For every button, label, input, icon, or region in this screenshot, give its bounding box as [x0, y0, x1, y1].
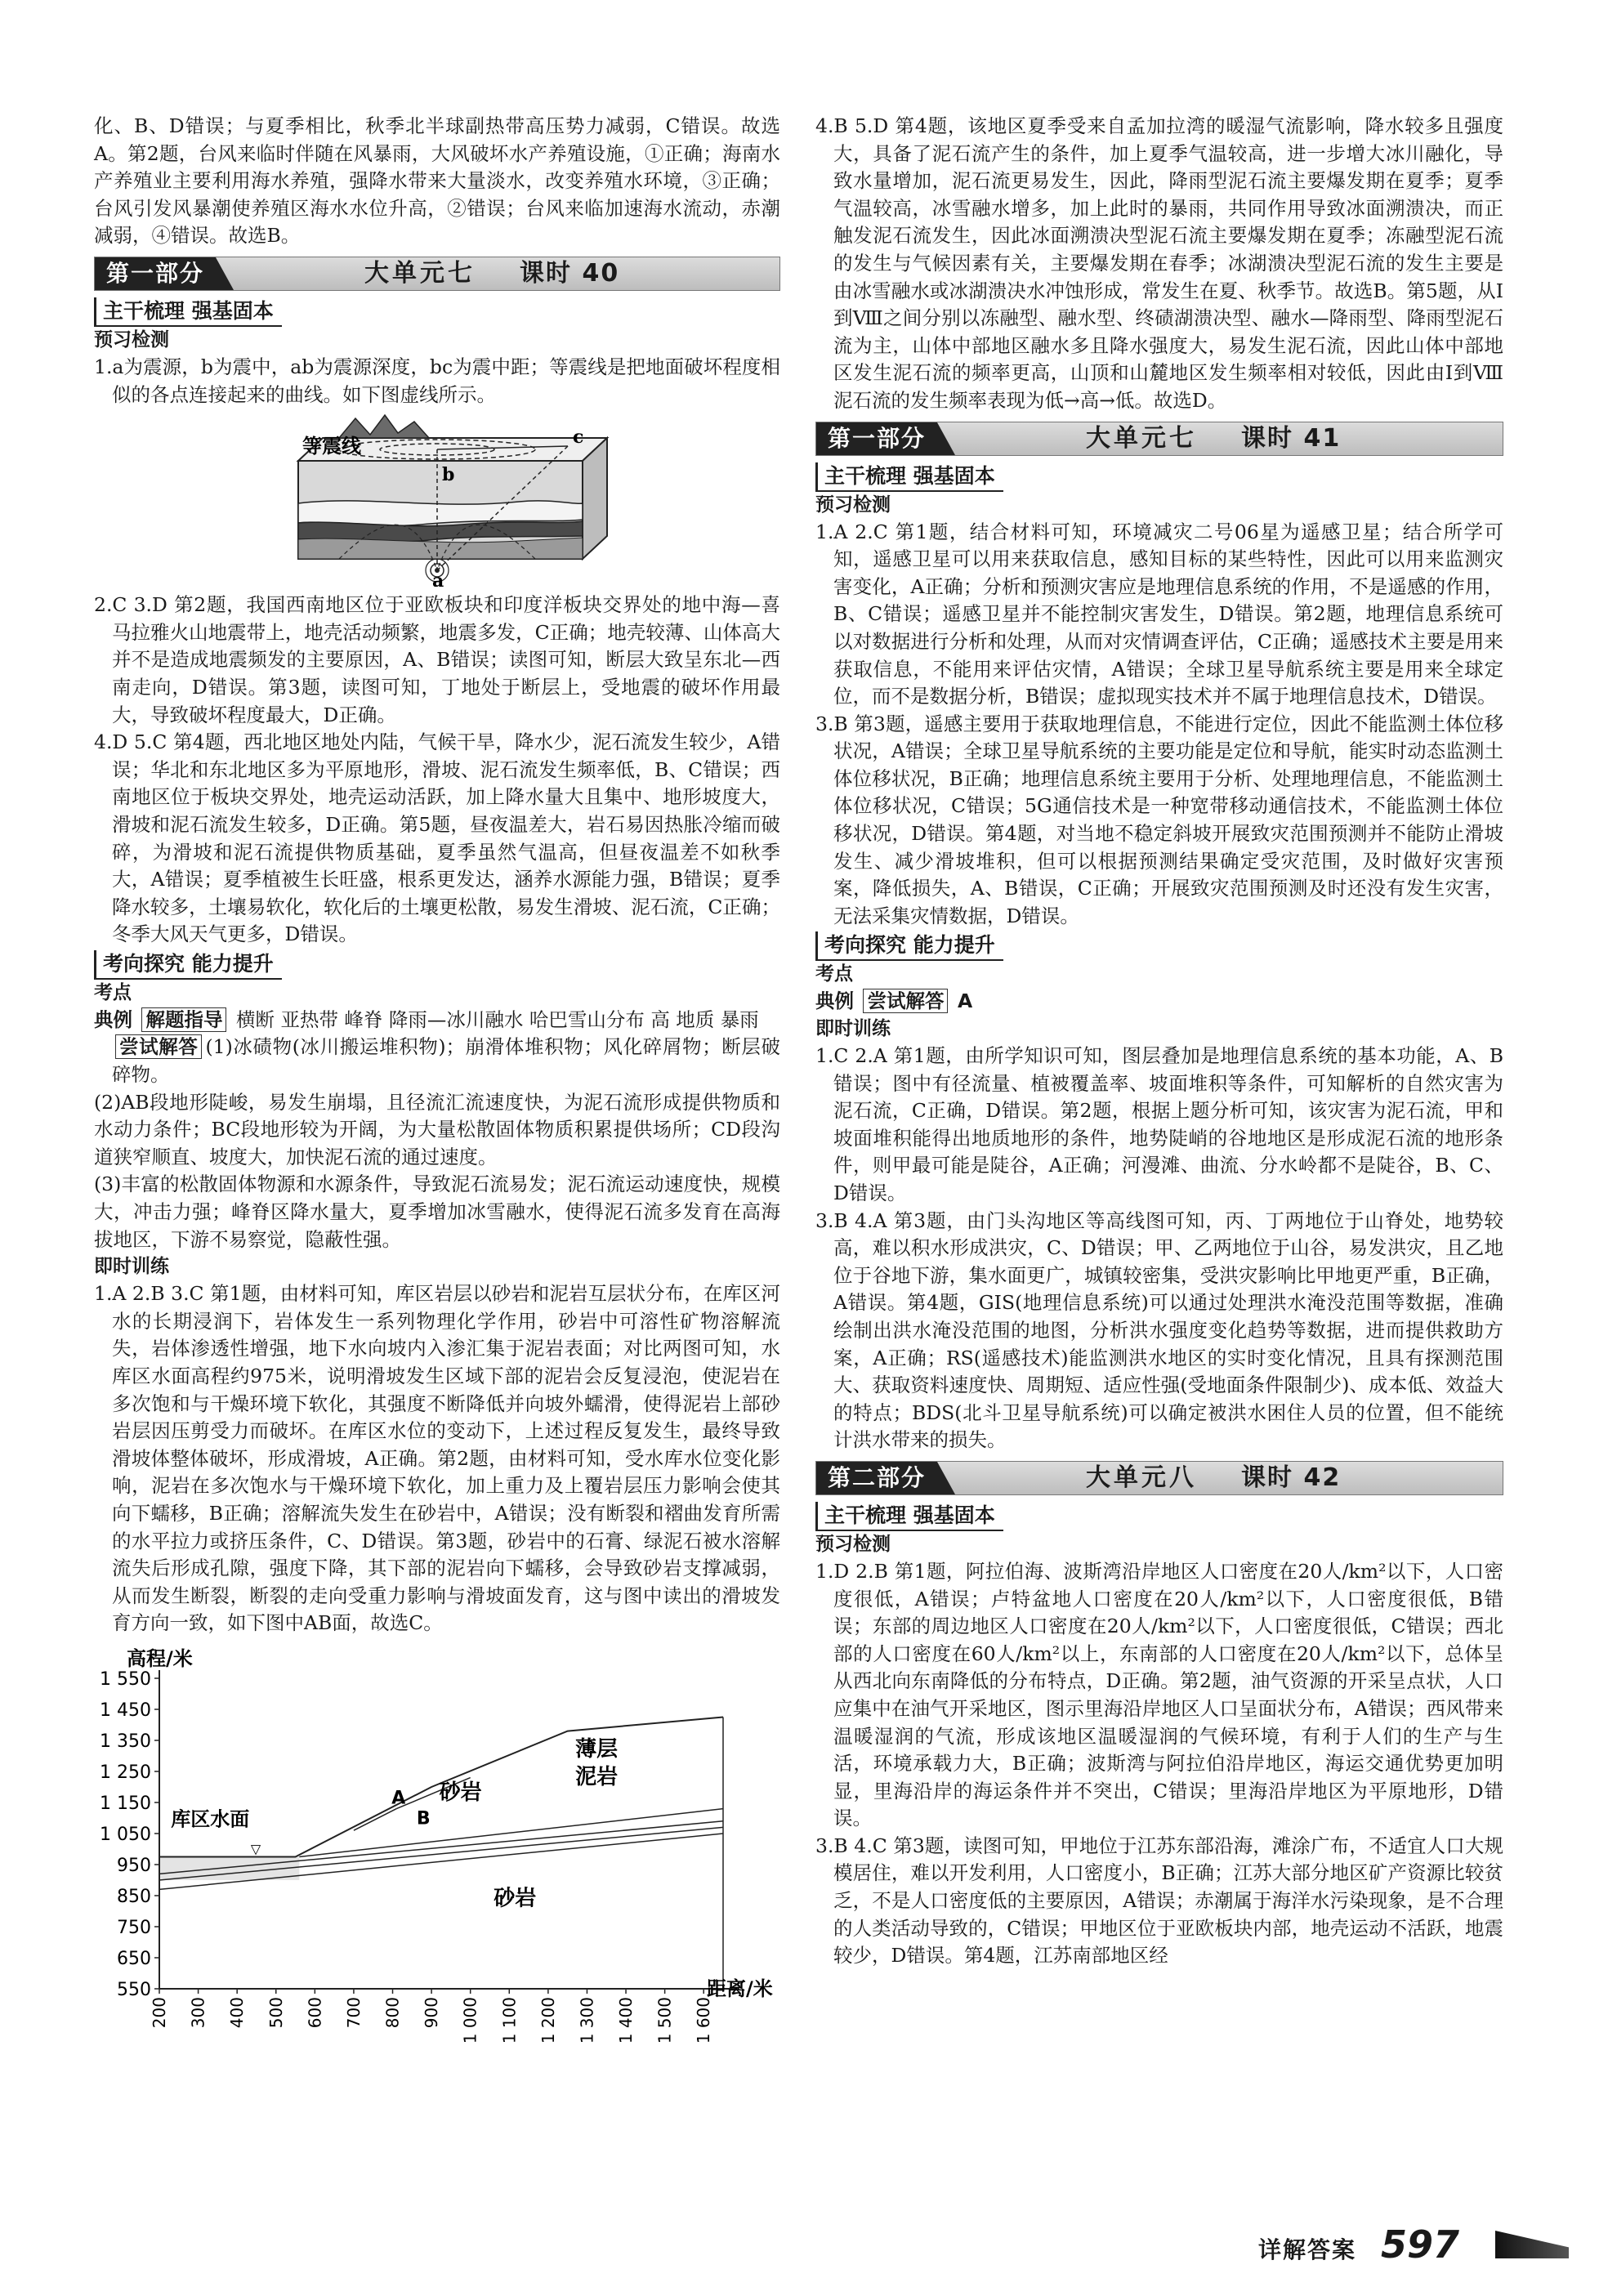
- training-answer-3-4: 3.B 4.A 第3题，由门头沟地区等高线图可知，丙、丁两地位于山脊处，地势较高，难以积水形成洪灾，C、D错误；甲、乙两地位于山谷，易发洪灾，且乙地位于谷地下游，集水面更广，城镇较密集，受洪灾影响比甲地更严重，B正确，A错误。第4题，GIS(地理信息系统)可以通过处理洪水淹没范围等数据，准确绘制出洪水淹没范围的地图，分析洪水强度变化趋势等数据，进而提供救助方案，A正确；RS(遥感技术)能监测洪水地区的实时变化情况，且具有探测范围大、获取资料速度快、周期短、适应性强(受地面条件限制少)、成本低、效益大的特点；BDS(北斗卫星导航系统)可以确定被洪水困住人员的位置，但不能统计洪水带来的损失。: [815, 1208, 1503, 1452]
- x-tick-label: 500: [266, 1996, 286, 2029]
- thin-mudstone-label: 泥岩: [575, 1765, 619, 1790]
- subsection-heading: 考点: [94, 981, 132, 1003]
- training-answer-1-2: 1.C 2.A 第1题，由所学知识可知，图层叠加是地理信息系统的基本功能，A、B错误；图中有径流量、植被覆盖率、坡面堆积等条件，可知解析的自然灾害为泥石流，C正确，D错误。第2题，根据上题分析可知，该灾害为泥石流，甲和坡面堆积能得出地质地形的条件，地势陡峭的谷地地区是形成泥石流的地形条件，则甲最可能是陡谷，A正确；河漫滩、曲流、分水岭都不是陡谷，B、C、D错误。: [815, 1044, 1503, 1204]
- subsection-heading: 即时训练: [94, 1256, 169, 1278]
- section-heading: 考向探究 能力提升: [815, 931, 1503, 961]
- point-b-label: b: [442, 464, 455, 486]
- footer-label: 详解答案: [1258, 2236, 1357, 2263]
- answer-1-2: 1.A 2.C 第1题，结合材料可知，环境减灾二号06星为遥感卫星；结合所学可知，遥感卫星可以用来获取信息，感知目标的某些特性，因此可以用来监测灾害变化，A正确；分析和预测灾害应是地理信息系统的作用，不是遥感的作用，B、C错误；遥感卫星并不能控制灾害发生，D错误。第2题，地理信息系统可以对数据进行分析和处理，从而对灾情调查评估，C正确；遥感技术主要是用来获取信息，不能用来评估灾情，A错误；全球卫星导航系统主要是用来全球定位，而不是数据分析，B错误；虚拟现实技术并不属于地理信息技术，D错误。: [815, 520, 1503, 708]
- section-heading: 考向探究 能力提升: [94, 950, 780, 980]
- try-answer-2: (2)AB段地形陡峻，易发生崩塌，且径流汇流速度快，为泥石流形成提供物质和水动力条件；BC段地形较为开阔，为大量松散固体物质积累提供场所；CD段沟道狭窄顺直、坡度大，加快泥石流的通过速度。: [94, 1090, 780, 1168]
- unit-label: 大单元八: [1086, 1463, 1197, 1492]
- x-tick-label: 700: [343, 1996, 364, 2029]
- try-answer-3: (3)丰富的松散固体物源和水源条件，导致泥石流易发；泥石流运动速度快，规模大，冲击力强；峰脊区降水量大，夏季增加冰雪融水，使得泥石流多发育在高海拔地区，下游不易察觉，隐蔽性强。: [94, 1173, 780, 1251]
- unit-label: 大单元七: [364, 258, 476, 288]
- x-tick-label: 800: [382, 1996, 403, 2029]
- point-c-label: c: [573, 427, 584, 449]
- subsection-heading: 考点: [815, 963, 853, 985]
- answer-4-5-continued: 4.B 5.D 第4题，该地区夏季受来自孟加拉湾的暖湿气流影响，降水较多且强度大，具备了泥石流产生的条件，加上夏季气温较高，进一步增大冰川融化，导致水量增加，泥石流更易发生，因此，降雨型泥石流主要爆发期在夏季；夏季气温较高，冰雪融水增多，加上此时的暴雨，共同作用导致冰面溯溃决，而正触发泥石流发生，因此冰面溯溃决型泥石流主要爆发期在夏季；冻融型泥石流的发生与气候因素有关，主要爆发期在春季；冰湖溃决型泥石流的发生主要是由冰雪融水或冰湖溃决水冲蚀形成，常发生在夏、秋季节。故选B。第5题，从Ⅰ到Ⅷ之间分别以冻融型、融水型、终碛湖溃决型、融水—降雨型、降雨型泥石流为主，山体中部地区融水多且降水强度大，易发生泥石流，因此山体中部地区发生泥石流的频率更高，山顶和山麓地区发生频率相对较低，因此由Ⅰ到Ⅷ泥石流的发生频率表现为低→高→低。故选D。: [815, 114, 1503, 412]
- subsection-heading: 预习检测: [815, 1533, 891, 1555]
- x-tick-label: 1 100: [499, 1996, 520, 2044]
- x-tick-label: 300: [188, 1996, 208, 2029]
- section-heading: 主干梳理 强基固本: [94, 297, 780, 327]
- water-mark-icon: ▽: [250, 1841, 261, 1857]
- example-guide: 典例 解题指导 横断 亚热带 峰脊 降雨—冰川融水 哈巴雪山分布 高 地质 暴雨: [94, 1007, 759, 1031]
- isoseismal-figure: [94, 413, 780, 587]
- y-tick-label: 950: [117, 1855, 151, 1876]
- lesson-label: 课时 40: [520, 258, 620, 288]
- section-heading: 主干梳理 强基固本: [815, 1502, 1503, 1531]
- x-tick-label: 1 000: [460, 1996, 480, 2044]
- y-tick-label: 1 150: [100, 1793, 151, 1814]
- point-b-label: B: [416, 1808, 431, 1829]
- guide-keywords: 横断 亚热带 峰脊 降雨—冰川融水 哈巴雪山分布 高 地质 暴雨: [235, 1007, 759, 1031]
- lesson-label: 课时 42: [1241, 1463, 1342, 1492]
- isoseismal-label: 等震线: [302, 435, 361, 458]
- y-tick-label: 1 350: [100, 1731, 151, 1752]
- part-label: 第一部分: [816, 422, 937, 455]
- answer-1: 1.a为震源，b为震中，ab为震源深度，bc为震中距；等震线是把地面破坏程度相似的各点连接起来的曲线。如下图虚线所示。: [94, 355, 780, 406]
- x-tick-label: 1 200: [538, 1996, 558, 2044]
- sliding-surface-ab: [354, 1809, 396, 1831]
- answer-4-5: 4.D 5.C 第4题，西北地区地处内陆，气候干旱，降水少，泥石流发生较少，A错误；华北和东北地区多为平原地形，滑坡、泥石流发生频率低，B、C错误；西南地区位于板块交界处，地壳运动活跃，加上降水量大且集中、地形坡度大，滑坡和泥石流发生较多，D正确。第5题，昼夜温差大，岩石易因热胀冷缩而破碎，为滑坡和泥石流提供物质基础，夏季虽然气温高，但昼夜温差不如秋季大，A错误；夏季植被生长旺盛，根系更发达，涵养水源能力强，B错误；夏季降水较多，土壤易软化，软化后的土壤更松散，易发生滑坡、泥石流，C正确；冬季大风天气更多，D错误。: [94, 730, 780, 946]
- answer-3-4: 3.B 4.C 第3题，读图可知，甲地位于江苏东部沿海，滩涂广布，不适宜人口大规模居住，难以开发利用，人口密度小，B正确；江苏大部分地区矿产资源比较贫乏，不是人口密度低的主要原因，A错误；赤潮属于海洋水污染现象，是不合理的人类活动导致的，C错误；甲地区位于亚欧板块内部，地壳运动不活跃，地震较少，D错误。第4题，江苏南部地区经: [815, 1834, 1503, 1968]
- reservoir-label: 库区水面: [171, 1807, 250, 1831]
- y-tick-label: 850: [117, 1886, 151, 1907]
- y-tick-label: 1 550: [100, 1668, 151, 1690]
- y-tick-label: 1 050: [100, 1824, 151, 1845]
- stratum-line: [159, 1827, 723, 1880]
- training-answers: 1.A 2.B 3.C 第1题，由材料可知，库区岩层以砂岩和泥岩互层状分布，在库区河水的长期浸润下，岩体发生一系列物理化学作用，砂岩中可溶性矿物溶解流失，岩体渗透性增强，地下水向坡内入渗汇集于泥岩表面；对比两图可知，水库区水面高程约975米，说明滑坡发生区域下部的泥岩会反复浸泡，使泥岩在多次饱和与干燥环境下软化，其强度不断降低并向坡外蠕滑，使得泥岩上部砂岩层因压剪受力而破坏。在库区水位的变动下，上述过程反复发生，最终导致滑坡体整体破坏，形成滑坡，A正确。第2题，由材料可知，受水库水位变化影响，泥岩在多次饱水与干燥环境下软化，加上重力及上覆岩层压力影响会使其向下蠕移，B正确；溶解流失发生在砂岩中，A错误；没有断裂和褶曲发育所需的水平拉力或挤压条件，C、D错误。第3题，砂岩中的石膏、绿泥石被水溶解流失后形成孔隙，强度下降，其下部的泥岩向下蠕移，会导致砂岩支撑减弱，从而发生断裂，断裂的走向受重力影响与滑坡面发育，这与图中读出的滑坡发育方向一致，如下图中AB面，故选C。: [94, 1282, 780, 1635]
- page-number: 597: [1381, 2222, 1460, 2267]
- y-axis-title: 高程/米: [127, 1646, 193, 1670]
- x-axis-title: 距离/米: [707, 1977, 773, 2000]
- unit-label: 大单元七: [1086, 423, 1197, 453]
- sandstone-upper-label: 砂岩: [439, 1780, 482, 1806]
- thin-mudstone-label: 薄层: [575, 1736, 619, 1762]
- sandstone-lower-label: 砂岩: [494, 1886, 537, 1911]
- y-tick-label: 650: [117, 1948, 151, 1969]
- intro-paragraph: 化、B、D错误；与夏季相比，秋季北半球副热带高压势力减弱，C错误。故选A。第2题，台风来临时伴随在风暴雨，大风破坏水产养殖设施，①正确；海南水产养殖业主要利用海水养殖，强降水带来大量淡水，改变养殖水环境，③正确；台风引发风暴潮使养殖区海水水位升高，②错误；台风来临加速海水流动，赤潮减弱，④错误。故选B。: [94, 114, 780, 248]
- left-column: [94, 113, 780, 2046]
- y-tick-label: 1 450: [100, 1700, 151, 1721]
- landslide-profile-chart: [94, 1646, 780, 2046]
- lesson-40-banner: [94, 257, 780, 291]
- subsection-heading: 预习检测: [815, 494, 891, 516]
- x-tick-label: 400: [227, 1996, 248, 2029]
- x-tick-label: 1 500: [654, 1996, 675, 2044]
- x-tick-label: 200: [150, 1996, 169, 2029]
- y-tick-label: 750: [117, 1917, 151, 1938]
- example-try: 典例 尝试解答 A: [815, 989, 973, 1013]
- right-column: [815, 113, 1503, 1970]
- section-heading: 主干梳理 强基固本: [815, 462, 1503, 492]
- try-answer-1: 尝试解答 (1)冰碛物(冰川搬运堆积物)；崩滑体堆积物；风化碎屑物；断层破碎物。: [112, 1035, 780, 1087]
- subsection-heading: 预习检测: [94, 328, 169, 351]
- answer-1-2: 1.D 2.B 第1题，阿拉伯海、波斯湾沿岸地区人口密度在20人/km²以下，人口密度很低，A错误；卢特盆地人口密度在20人/km²以下，人口密度很低，B错误；东部的周边地区人口密度在20人/km²以下，人口密度很低，C错误；西北部的人口密度在60人/km²以上，东南部的人口密度在20人/km²以下，总体呈从西北向东南降低的分布特点，D正确。第2题，油气资源的开采呈点状，人口应集中在油气开采地区，图示里海沿岸地区人口呈面状分布，A错误；西风带来温暖湿润的气流，形成该地区温暖湿润的气候环境，有利于人们的生产与生活，环境承载力大，B正确；波斯湾与阿拉伯沿岸地区，海运交通优势更加明显，里海沿岸的海运条件并不突出，C错误；里海沿岸地区为平原地形，D错误。: [815, 1559, 1503, 1830]
- page-footer: [1258, 2222, 1528, 2267]
- lesson-41-banner: [815, 422, 1503, 456]
- profile-chart-svg: [94, 1646, 780, 2046]
- x-tick-label: 900: [422, 1996, 442, 2029]
- answer-2-3: 2.C 3.D 第2题，我国西南地区位于亚欧板块和印度洋板块交界处的地中海—喜马拉雅火山地震带上，地壳活动频繁，地震多发，C正确；地壳较薄、山体高大并不是造成地震频发的主要原因，A、B错误；读图可知，断层大致呈东北—西南走向，D错误。第3题，读图可知，丁地处于断层上，受地震的破坏作用最大，导致破坏程度最大，D正确。: [94, 593, 780, 726]
- part-label: 第二部分: [816, 1462, 937, 1494]
- point-a-label: a: [432, 570, 444, 587]
- isoseismal-diagram: [94, 413, 780, 587]
- footer-decor: [1495, 2231, 1569, 2258]
- point-a-label: A: [391, 1788, 406, 1809]
- subsection-heading: 即时训练: [815, 1018, 891, 1040]
- y-tick-label: 550: [117, 1979, 151, 2000]
- x-tick-label: 600: [305, 1996, 325, 2029]
- answer-3-4: 3.B 第3题，遥感主要用于获取地理信息，不能进行定位，因此不能监测土体位移状况，A错误；全球卫星导航系统的主要功能是定位和导航，能实时动态监测土体位移状况，B正确；地理信息系统主要用于分析、处理地理信息，不能监测土体位移状况，C错误；5G通信技术是一种宽带移动通信技术，不能监测土体位移状况，D错误。第4题，对当地不稳定斜坡开展致灾范围预测并不能防止滑坡发生、减少滑坡堆积，但可以根据预测结果确定受灾范围，及时做好灾害预案，降低损失，A、B错误，C正确；开展致灾范围预测及时还没有发生灾害，无法采集灾情数据，D错误。: [815, 712, 1503, 927]
- x-tick-label: 1 400: [616, 1996, 636, 2044]
- part-label: 第一部分: [95, 257, 216, 290]
- y-tick-label: 1 250: [100, 1762, 151, 1783]
- lesson-42-banner: [815, 1461, 1503, 1495]
- lesson-label: 课时 41: [1241, 423, 1342, 453]
- x-tick-label: 1 600: [694, 1996, 714, 2044]
- x-tick-label: 1 300: [577, 1996, 597, 2044]
